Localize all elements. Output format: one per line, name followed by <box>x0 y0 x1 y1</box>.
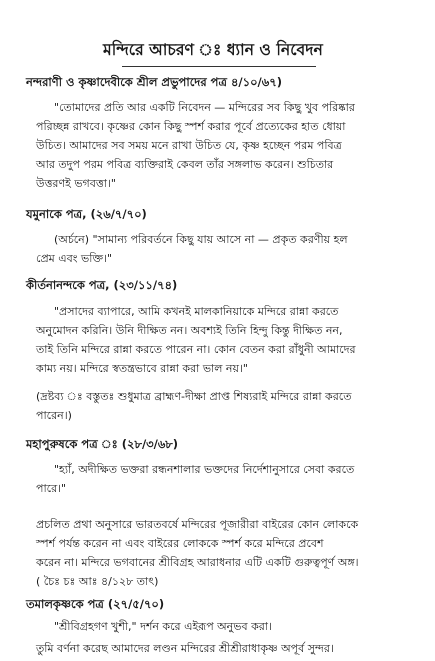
note-line: স্পর্শ পর্যন্ত করেন না এবং বাইরের লোককে স্পর্শ করে মন্দিরে প্রবেশ <box>36 537 324 550</box>
page-title: মন্দিরে আচরণ ঃ ধ্যান ও নিবেদন <box>103 40 323 59</box>
quote-line: আর তদুপ পরম পবিত্র ব্যক্তিরাই কেবল তাঁর সঙ্গলাভ করেন। শুচিতার <box>36 158 334 171</box>
title-underline <box>122 66 316 67</box>
section-heading: মহাপুরুষকে পত্র ঃ (২৮/৩/৬৮) <box>26 437 179 451</box>
note-line: ( চৈঃ চঃ আঃ ৪/১২৮ তাৎ) <box>36 575 159 588</box>
section-heading: তমালকৃষ্ণকে পত্র (২৭/৫/৭০) <box>26 597 165 611</box>
section-heading: নন্দরাণী ও কৃষ্ণাদেবীকে শ্রীল প্রভুপাদের পত্র ৪/১০/৬৭) <box>26 75 282 89</box>
note-line: প্রচলিত প্রথা অনুসারে ভারতবর্ষে মন্দিরের পূজারীরা বাইরের কোন লোককে <box>36 518 359 531</box>
quote-line: "প্রসাদের ব্যাপারে, আমি কখনই মালকানিয়াকে মন্দিরে রান্না করতে <box>54 305 339 318</box>
note-line: পারেন।) <box>36 409 72 422</box>
quote-line: "তোমাদের প্রতি আর একটি নিবেদন — মন্দিরের সব কিছু খুব পরিষ্কার <box>54 101 355 114</box>
note-line: করেন না। মন্দিরে ভগবানের শ্রীবিগ্রহ আরাধনার এটি একটি গুরুত্বপূর্ণ অঙ্গ। <box>36 556 359 569</box>
quote-line: (অর্চনে) "সামান্য পরিবর্তনে কিছু যায় আসে না — প্রকৃত করণীয় হল <box>54 233 348 246</box>
quote-line: তাই তিনি মন্দিরে রান্না করতে পারেন না। কোন বেতন করা রাঁধুনী আমাদের <box>36 343 356 356</box>
quote-line: কাম্য নয়। মন্দিরে স্বতন্ত্রভাবে রান্না করা ভাল নয়।" <box>36 362 248 375</box>
section-heading: যমুনাকে পত্র, (২৬/৭/৭০) <box>26 207 147 221</box>
note-line: (দ্রষ্টব্য ঃ বস্তুতঃ শুধুমাত্র ব্রাহ্মণ-দীক্ষা প্রাপ্ত শিষ্যরাই মন্দিরে রান্না করতে <box>36 390 352 403</box>
quote-line: উত্তরণই ভগবত্তা।" <box>36 177 116 190</box>
quote-line: পারে।" <box>36 482 67 495</box>
quote-line: "শ্রীবিগ্রহগণ খুশী," দর্শন করে এইরূপ অনুভব করা। <box>54 620 272 633</box>
quote-line: উচিত। আমাদের সব সময় মনে রাখা উচিত যে, কৃষ্ণ হচ্ছেন পরম পবিত্র <box>36 139 342 152</box>
quote-line: পরিচ্ছন্ন রাখবে। কৃষ্ণের কোন কিছু স্পর্শ করার পূর্বে প্রত্যেকের হাত ধোয়া <box>36 120 346 133</box>
quote-line: অনুমোদন করিনি। উনি দীক্ষিত নন। অবশ্যই তিনি হিন্দু কিন্তু দীক্ষিত নন, <box>36 324 343 337</box>
note-line: তুমি বর্ণনা করেছ আমাদের লণ্ডন মন্দিরের শ্রীশ্রীরাধাকৃষ্ণ অপূর্ব সুন্দর। <box>36 642 334 655</box>
quote-line: "হ্যাঁ, অদীক্ষিত ভক্তরা রন্ধনশালার ভক্তদের নির্দেশানুসারে সেবা করতে <box>54 463 355 476</box>
section-heading: কীর্তনানন্দকে পত্র, (২৩/১১/৭৪) <box>26 278 178 292</box>
quote-line: প্রেম এবং ভক্তি।" <box>36 252 113 265</box>
